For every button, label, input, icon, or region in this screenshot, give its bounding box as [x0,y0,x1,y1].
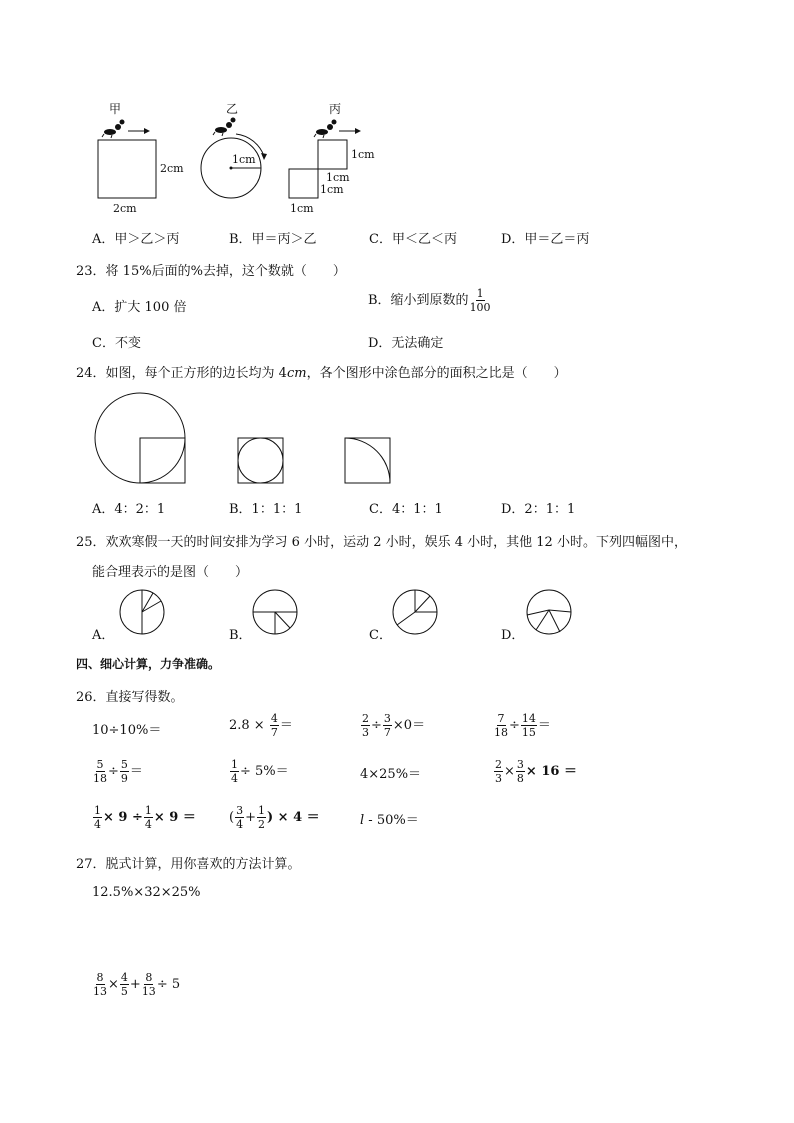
q25-option-a[interactable]: A． [92,628,115,643]
ant-icon [314,120,337,139]
q25-pie-d [527,590,571,634]
q22-bing-right: 1cm [351,148,375,161]
q22-label-yi: 乙 [226,102,239,116]
q23-option-a[interactable]: A．扩大 100 倍 [92,300,187,315]
q22-bing-mid1: 1cm [326,171,350,184]
q22-step-top [318,140,347,169]
q26-expr-7: 4×25%＝ [360,767,422,782]
q24-option-d[interactable]: D．2：1：1 [501,502,576,517]
q24-inscribed-circle [238,438,283,483]
q22-circle-r: 1cm [232,153,256,166]
q26-expr-5: $\frac{5}{18}$ ÷ $\frac{5}{9}$ ＝ [93,758,143,785]
q22-square-side: 2cm [160,162,184,175]
q24-stem: 24．如图，每个正方形的边长均为 4cm，各个图形中涂色部分的面积之比是（ ） [76,366,567,381]
q24-square-a [140,438,185,483]
ant-icon [102,120,125,139]
q23-option-c[interactable]: C．不变 [92,336,141,351]
q24-option-b[interactable]: B．1：1：1 [229,502,303,517]
q26-expr-11: l - 50%＝ [360,813,419,828]
q26-expr-1: 10÷10%＝ [92,723,162,738]
q22-label-bing: 丙 [329,102,342,116]
q22-option-b[interactable]: B．甲＝丙＞乙 [229,232,317,247]
q25-pie-b [253,590,297,634]
q22-option-a[interactable]: A．甲＞乙＞丙 [92,232,180,247]
q22-label-jia: 甲 [109,102,122,116]
ant-icon [213,118,236,137]
q22-option-d[interactable]: D．甲＝乙＝丙 [501,232,590,247]
q24-square-c [345,438,390,483]
q25-stem-line1: 25．欢欢寒假一天的时间安排为学习 6 小时，运动 2 小时，娱乐 4 小时，其他 12 小时。下列四幅图中， [76,535,687,550]
q25-pie-c [393,590,437,634]
q24-option-c[interactable]: C．4：1：1 [369,502,443,517]
q26-expr-2: 2.8 × $\frac{4}{7}$ ＝ [229,712,293,739]
q24-quarter-arc [345,438,390,483]
q22-square [98,140,156,198]
q22-bing-bottom: 1cm [290,202,314,215]
q26-expr-9: $\frac{1}{4}$ × 9 ÷ $\frac{1}{4}$ × 9 ＝ [94,804,196,831]
q25-stem-line2: 能合理表示的是图（ ） [92,565,249,580]
q23-option-b[interactable]: B．缩小到原数的 $\frac{1}{100}$ [368,287,491,314]
q22-step-bottom [289,169,318,198]
q27-problem-2: $\frac{8}{13}$ × $\frac{4}{5}$ + $\frac{8}{13}$ ÷ 5 [93,971,181,998]
q22-option-c[interactable]: C．甲＜乙＜丙 [369,232,457,247]
q23-stem: 23．将 15%后面的%去掉，这个数就（ ） [76,264,346,279]
q26-expr-8: $\frac{2}{3}$ × $\frac{3}{8}$ × 16 ＝ [495,758,577,785]
section-4-heading: 四、细心计算，力争准确。 [76,657,221,671]
q26-expr-3: $\frac{2}{3}$ ÷ $\frac{3}{7}$ ×0＝ [362,712,426,739]
q26-stem: 26．直接写得数。 [76,690,184,705]
q25-option-c[interactable]: C． [369,628,392,643]
q25-pie-a [120,590,164,634]
q26-expr-6: $\frac{1}{4}$ ÷ 5%＝ [231,758,289,785]
q23-option-d[interactable]: D．无法确定 [368,336,444,351]
q22-square-bottom: 2cm [113,202,137,215]
q26-expr-10: ( $\frac{3}{4}$ + $\frac{1}{2}$ ) × 4 ＝ [229,804,320,831]
q25-option-b[interactable]: B． [229,628,252,643]
q25-option-d[interactable]: D． [501,628,525,643]
q26-expr-4: $\frac{7}{18}$ ÷ $\frac{14}{15}$ ＝ [494,712,551,739]
q24-option-a[interactable]: A．4：2：1 [92,502,166,517]
q27-problem-1: 12.5%×32×25% [92,885,201,900]
q27-stem: 27．脱式计算，用你喜欢的方法计算。 [76,857,301,872]
q22-bing-mid2: 1cm [320,183,344,196]
